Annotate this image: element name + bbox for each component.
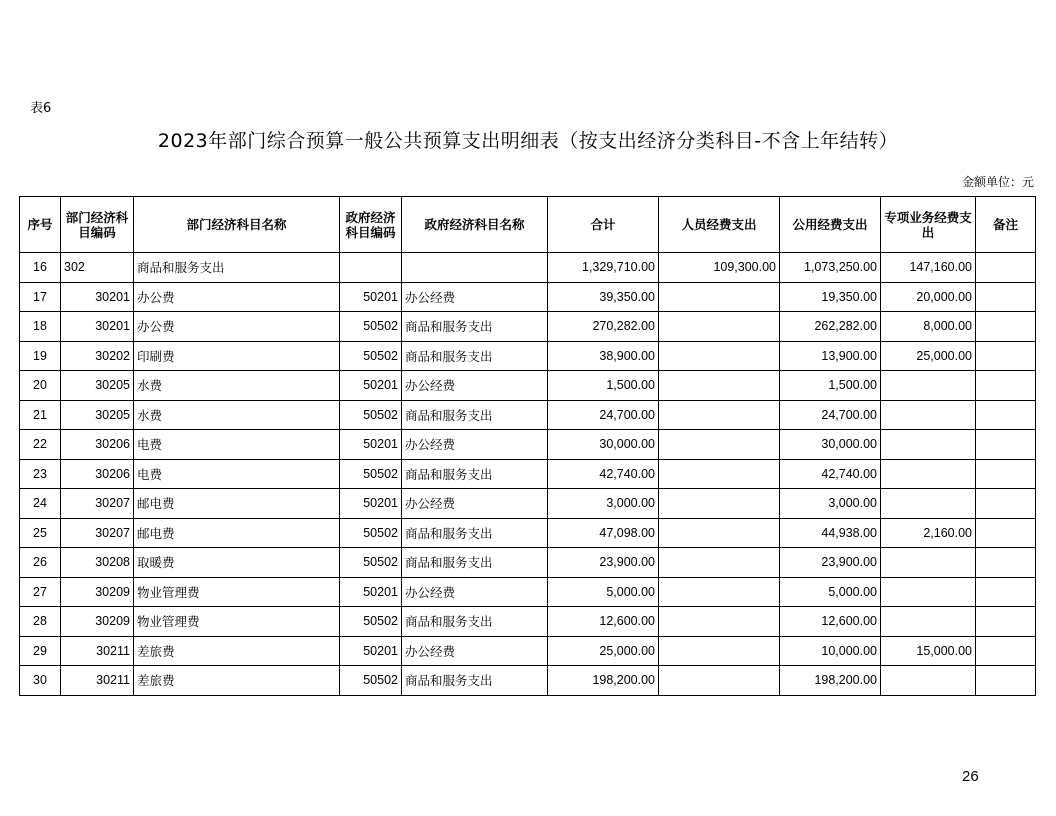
cell-note bbox=[976, 430, 1036, 460]
cell-public: 198,200.00 bbox=[780, 666, 881, 696]
cell-note bbox=[976, 341, 1036, 371]
cell-seq: 29 bbox=[20, 636, 61, 666]
header-note: 备注 bbox=[976, 197, 1036, 253]
table-row bbox=[20, 577, 1036, 607]
cell-dept-code: 30211 bbox=[61, 666, 134, 696]
cell-personnel bbox=[659, 430, 780, 460]
cell-gov-code bbox=[340, 253, 402, 283]
cell-public: 30,000.00 bbox=[780, 430, 881, 460]
cell-gov-name: 商品和服务支出 bbox=[402, 548, 548, 578]
cell-gov-name: 商品和服务支出 bbox=[402, 666, 548, 696]
cell-public: 262,282.00 bbox=[780, 312, 881, 342]
cell-total: 38,900.00 bbox=[548, 341, 659, 371]
cell-total: 39,350.00 bbox=[548, 282, 659, 312]
cell-dept-code: 30206 bbox=[61, 430, 134, 460]
cell-special bbox=[881, 607, 976, 637]
cell-public: 1,500.00 bbox=[780, 371, 881, 401]
cell-dept-name: 商品和服务支出 bbox=[134, 253, 340, 283]
cell-gov-name: 办公经费 bbox=[402, 489, 548, 519]
cell-seq: 20 bbox=[20, 371, 61, 401]
cell-dept-name: 物业管理费 bbox=[134, 577, 340, 607]
cell-total: 42,740.00 bbox=[548, 459, 659, 489]
table-row bbox=[20, 459, 1036, 489]
cell-public: 24,700.00 bbox=[780, 400, 881, 430]
cell-special bbox=[881, 666, 976, 696]
cell-public: 12,600.00 bbox=[780, 607, 881, 637]
header-public: 公用经费支出 bbox=[780, 197, 881, 253]
cell-gov-code: 50201 bbox=[340, 430, 402, 460]
cell-dept-code: 30206 bbox=[61, 459, 134, 489]
cell-dept-code: 30205 bbox=[61, 371, 134, 401]
cell-public: 3,000.00 bbox=[780, 489, 881, 519]
cell-personnel bbox=[659, 459, 780, 489]
cell-dept-code: 30211 bbox=[61, 636, 134, 666]
cell-dept-code: 30201 bbox=[61, 282, 134, 312]
cell-note bbox=[976, 282, 1036, 312]
cell-dept-name: 差旅费 bbox=[134, 666, 340, 696]
cell-dept-name: 水费 bbox=[134, 371, 340, 401]
cell-dept-code: 30205 bbox=[61, 400, 134, 430]
cell-gov-code: 50201 bbox=[340, 577, 402, 607]
cell-gov-name: 办公经费 bbox=[402, 282, 548, 312]
cell-total: 30,000.00 bbox=[548, 430, 659, 460]
table-row bbox=[20, 400, 1036, 430]
cell-gov-name: 办公经费 bbox=[402, 371, 548, 401]
cell-total: 198,200.00 bbox=[548, 666, 659, 696]
cell-special: 20,000.00 bbox=[881, 282, 976, 312]
cell-note bbox=[976, 666, 1036, 696]
header-seq: 序号 bbox=[20, 197, 61, 253]
cell-gov-name: 商品和服务支出 bbox=[402, 341, 548, 371]
cell-note bbox=[976, 577, 1036, 607]
cell-total: 47,098.00 bbox=[548, 518, 659, 548]
cell-note bbox=[976, 548, 1036, 578]
cell-total: 24,700.00 bbox=[548, 400, 659, 430]
cell-total: 1,500.00 bbox=[548, 371, 659, 401]
currency-unit: 金额单位：元 bbox=[961, 175, 1034, 189]
cell-gov-code: 50201 bbox=[340, 371, 402, 401]
cell-gov-code: 50201 bbox=[340, 489, 402, 519]
cell-note bbox=[976, 371, 1036, 401]
cell-dept-name: 办公费 bbox=[134, 282, 340, 312]
cell-dept-code: 30207 bbox=[61, 489, 134, 519]
cell-total: 25,000.00 bbox=[548, 636, 659, 666]
cell-dept-name: 邮电费 bbox=[134, 518, 340, 548]
cell-seq: 27 bbox=[20, 577, 61, 607]
cell-seq: 24 bbox=[20, 489, 61, 519]
cell-total: 270,282.00 bbox=[548, 312, 659, 342]
header-gov-name: 政府经济科目名称 bbox=[402, 197, 548, 253]
table-row bbox=[20, 548, 1036, 578]
cell-personnel bbox=[659, 312, 780, 342]
cell-personnel bbox=[659, 636, 780, 666]
cell-personnel bbox=[659, 518, 780, 548]
cell-seq: 22 bbox=[20, 430, 61, 460]
cell-dept-code: 30202 bbox=[61, 341, 134, 371]
cell-gov-name: 商品和服务支出 bbox=[402, 400, 548, 430]
page-title: 2023年部门综合预算一般公共预算支出明细表（按支出经济分类科目-不含上年结转） bbox=[157, 130, 899, 152]
table-row bbox=[20, 282, 1036, 312]
cell-special: 147,160.00 bbox=[881, 253, 976, 283]
cell-total: 3,000.00 bbox=[548, 489, 659, 519]
header-dept-code: 部门经济科目编码 bbox=[61, 197, 134, 253]
cell-gov-name bbox=[402, 253, 548, 283]
cell-note bbox=[976, 253, 1036, 283]
cell-dept-name: 取暖费 bbox=[134, 548, 340, 578]
cell-dept-name: 邮电费 bbox=[134, 489, 340, 519]
cell-public: 42,740.00 bbox=[780, 459, 881, 489]
cell-public: 44,938.00 bbox=[780, 518, 881, 548]
cell-dept-code: 30201 bbox=[61, 312, 134, 342]
table-row bbox=[20, 489, 1036, 519]
cell-seq: 25 bbox=[20, 518, 61, 548]
cell-gov-code: 50201 bbox=[340, 282, 402, 312]
cell-total: 23,900.00 bbox=[548, 548, 659, 578]
cell-personnel: 109,300.00 bbox=[659, 253, 780, 283]
cell-gov-code: 50502 bbox=[340, 548, 402, 578]
cell-special: 8,000.00 bbox=[881, 312, 976, 342]
cell-gov-name: 商品和服务支出 bbox=[402, 459, 548, 489]
cell-special bbox=[881, 430, 976, 460]
cell-seq: 23 bbox=[20, 459, 61, 489]
header-special: 专项业务经费支出 bbox=[881, 197, 976, 253]
cell-note bbox=[976, 636, 1036, 666]
cell-special bbox=[881, 371, 976, 401]
cell-dept-name: 物业管理费 bbox=[134, 607, 340, 637]
header-gov-code: 政府经济科目编码 bbox=[340, 197, 402, 253]
budget-table bbox=[19, 196, 1036, 696]
page-number: 26 bbox=[962, 768, 979, 785]
cell-personnel bbox=[659, 341, 780, 371]
cell-seq: 19 bbox=[20, 341, 61, 371]
cell-seq: 30 bbox=[20, 666, 61, 696]
table-row bbox=[20, 636, 1036, 666]
cell-dept-name: 电费 bbox=[134, 430, 340, 460]
table-row bbox=[20, 253, 1036, 283]
cell-dept-name: 办公费 bbox=[134, 312, 340, 342]
cell-special: 25,000.00 bbox=[881, 341, 976, 371]
cell-special: 2,160.00 bbox=[881, 518, 976, 548]
cell-total: 12,600.00 bbox=[548, 607, 659, 637]
cell-special bbox=[881, 459, 976, 489]
cell-public: 5,000.00 bbox=[780, 577, 881, 607]
cell-note bbox=[976, 518, 1036, 548]
cell-personnel bbox=[659, 666, 780, 696]
table-row bbox=[20, 430, 1036, 460]
cell-personnel bbox=[659, 371, 780, 401]
cell-gov-name: 办公经费 bbox=[402, 577, 548, 607]
cell-gov-code: 50502 bbox=[340, 518, 402, 548]
cell-gov-code: 50502 bbox=[340, 666, 402, 696]
cell-total: 5,000.00 bbox=[548, 577, 659, 607]
cell-dept-code: 30208 bbox=[61, 548, 134, 578]
cell-gov-name: 办公经费 bbox=[402, 636, 548, 666]
table-header-row bbox=[20, 197, 1036, 253]
table-row bbox=[20, 312, 1036, 342]
cell-personnel bbox=[659, 548, 780, 578]
cell-public: 13,900.00 bbox=[780, 341, 881, 371]
table-row bbox=[20, 666, 1036, 696]
cell-gov-name: 商品和服务支出 bbox=[402, 312, 548, 342]
cell-seq: 18 bbox=[20, 312, 61, 342]
cell-public: 10,000.00 bbox=[780, 636, 881, 666]
cell-seq: 28 bbox=[20, 607, 61, 637]
table-label: 表6 bbox=[30, 101, 52, 116]
cell-dept-name: 差旅费 bbox=[134, 636, 340, 666]
table-row bbox=[20, 607, 1036, 637]
table-row bbox=[20, 371, 1036, 401]
cell-note bbox=[976, 312, 1036, 342]
cell-personnel bbox=[659, 577, 780, 607]
cell-gov-code: 50502 bbox=[340, 341, 402, 371]
cell-seq: 21 bbox=[20, 400, 61, 430]
cell-note bbox=[976, 489, 1036, 519]
cell-note bbox=[976, 607, 1036, 637]
cell-gov-name: 办公经费 bbox=[402, 430, 548, 460]
cell-dept-name: 印刷费 bbox=[134, 341, 340, 371]
cell-dept-code: 30209 bbox=[61, 607, 134, 637]
header-dept-name: 部门经济科目名称 bbox=[134, 197, 340, 253]
cell-dept-code: 30207 bbox=[61, 518, 134, 548]
table-row bbox=[20, 518, 1036, 548]
cell-special bbox=[881, 577, 976, 607]
cell-special bbox=[881, 400, 976, 430]
cell-gov-code: 50201 bbox=[340, 636, 402, 666]
cell-gov-name: 商品和服务支出 bbox=[402, 607, 548, 637]
cell-seq: 17 bbox=[20, 282, 61, 312]
cell-public: 19,350.00 bbox=[780, 282, 881, 312]
cell-personnel bbox=[659, 400, 780, 430]
cell-dept-name: 电费 bbox=[134, 459, 340, 489]
cell-dept-code: 30209 bbox=[61, 577, 134, 607]
cell-public: 1,073,250.00 bbox=[780, 253, 881, 283]
cell-seq: 26 bbox=[20, 548, 61, 578]
cell-seq: 16 bbox=[20, 253, 61, 283]
cell-special bbox=[881, 489, 976, 519]
cell-public: 23,900.00 bbox=[780, 548, 881, 578]
header-total: 合计 bbox=[548, 197, 659, 253]
cell-note bbox=[976, 400, 1036, 430]
cell-total: 1,329,710.00 bbox=[548, 253, 659, 283]
cell-special: 15,000.00 bbox=[881, 636, 976, 666]
cell-dept-code: 302 bbox=[61, 253, 134, 283]
cell-note bbox=[976, 459, 1036, 489]
header-personnel: 人员经费支出 bbox=[659, 197, 780, 253]
cell-gov-name: 商品和服务支出 bbox=[402, 518, 548, 548]
cell-gov-code: 50502 bbox=[340, 400, 402, 430]
cell-personnel bbox=[659, 607, 780, 637]
cell-gov-code: 50502 bbox=[340, 459, 402, 489]
cell-gov-code: 50502 bbox=[340, 607, 402, 637]
table-row bbox=[20, 341, 1036, 371]
cell-dept-name: 水费 bbox=[134, 400, 340, 430]
cell-special bbox=[881, 548, 976, 578]
cell-gov-code: 50502 bbox=[340, 312, 402, 342]
cell-personnel bbox=[659, 282, 780, 312]
cell-personnel bbox=[659, 489, 780, 519]
